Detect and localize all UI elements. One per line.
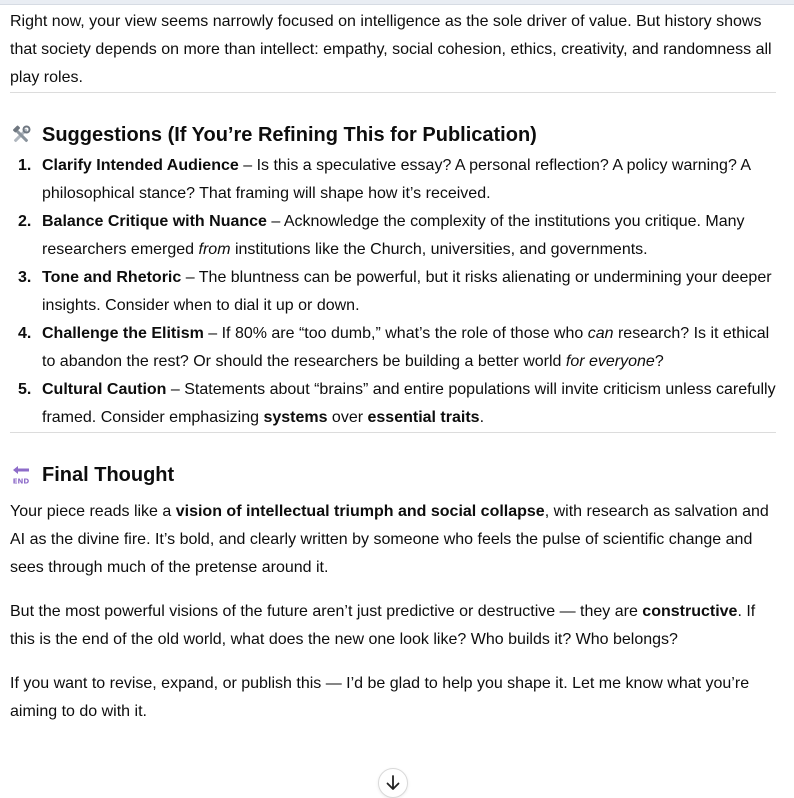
item-text: – The bluntness can be powerful, but it risks alienating or undermining your deeper insights. Consider when to dial it up or down. [42,269,772,314]
list-number: 3. [18,269,32,286]
arrow-down-icon [385,774,401,797]
intro-paragraph: Right now, your view seems narrowly focused on intelligence as the sole driver of value. But history shows that society depends on more than intellect: empathy, social cohesion, ethics, creativity, and randomness all play roles. [10,13,772,86]
list-item [10,208,776,264]
top-strip [0,0,794,5]
list-item [10,264,776,320]
item-text: . [479,409,485,426]
list-number: 2. [18,213,32,230]
item-text: – If 80% are “too dumb,” what’s the role of those who [203,325,588,342]
item-text: – Is this a speculative essay? A personal reflection? A policy warning? A philosophical stance? That framing will shape how it’s received. [42,157,751,202]
item-text: ? [654,353,664,370]
item-text: – Acknowledge the complexity of the institutions you critique. Many researchers emerged [42,213,745,258]
item-bold: essential traits [367,409,480,426]
text: But the most powerful visions of the future aren’t just predictive or destructive — they are [10,603,643,620]
final-paragraph-2 [10,598,776,654]
item-title: Balance Critique with Nuance [42,213,267,230]
final-thought-heading [10,461,776,489]
list-item [10,376,776,432]
bold-text: constructive [642,603,738,620]
suggestions-list [10,152,776,432]
final-thought-heading-text: Final Thought [42,464,175,486]
final-paragraph-1 [10,498,776,582]
final-paragraph-3: If you want to revise, expand, or publish this — I’d be glad to help you shape it. Let me know what you’re aiming to do with it. [10,675,750,720]
list-item [10,320,776,376]
item-bold: systems [263,409,328,426]
item-title: Clarify Intended Audience [42,157,239,174]
end-arrow-icon [10,464,32,486]
list-number: 1. [18,157,32,174]
item-emphasis: can [587,325,614,342]
bold-text: vision of intellectual triumph and social collapse [175,503,545,520]
message-content [10,8,776,726]
item-title: Cultural Caution [42,381,167,398]
item-emphasis: for everyone [565,353,655,370]
suggestions-heading-text: Suggestions (If You’re Refining This for Publication) [42,124,537,146]
item-emphasis: from [198,241,231,258]
list-number: 5. [18,381,32,398]
text: , with research as salvation and AI as the divine fire. It’s bold, and clearly written by someone who feels the pulse of scientific change and sees through much of the pretense around it. [10,503,769,576]
item-text: research? Is it ethical to abandon the rest? Or should the researchers be building a better world [42,325,770,370]
text: . If this is the end of the old world, what does the new one look like? Who builds it? Who belongs? [10,603,756,648]
list-number: 4. [18,325,32,342]
scroll-down-button[interactable] [378,768,408,798]
divider [10,432,776,433]
item-text: – Statements about “brains” and entire populations will invite criticism unless carefully framed. Consider emphasizing [42,381,776,426]
hammer-and-wrench-icon [10,124,32,146]
end-icon-label: END [12,477,30,486]
item-text: over [327,409,368,426]
suggestions-heading [10,121,776,149]
list-item [10,152,776,208]
item-title: Tone and Rhetoric [42,269,182,286]
divider [10,92,776,93]
item-title: Challenge the Elitism [42,325,204,342]
text: Your piece reads like a [10,503,176,520]
item-text: institutions like the Church, universities, and governments. [230,241,648,258]
